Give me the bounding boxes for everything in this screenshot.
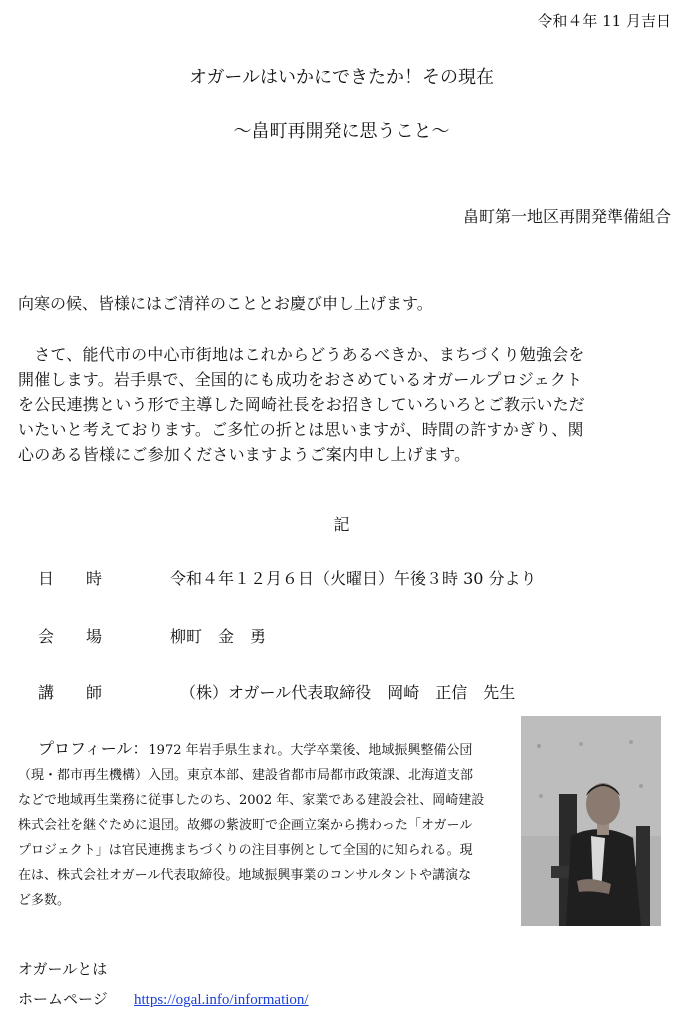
ogal-about-label: オガールとは: [18, 960, 108, 978]
detail-datetime: [38, 566, 537, 589]
document-subtitle: 〜畠町再開発に思うこと〜: [233, 121, 450, 142]
speaker-photo: [521, 716, 661, 926]
detail-speaker: [38, 680, 515, 703]
profile-line: （現・都市再生機構）入団。東京本部、建設省都市局都市政策課、北海道支部: [18, 768, 474, 783]
body-line: いたいと考えております。ご多忙の折とは思いますが、時間の許すかぎり、関: [18, 420, 584, 439]
profile-line: などで地域再生業務に従事したのち、2002 年、家業である建設会社、岡崎建設: [18, 793, 485, 808]
profile-line: ど多数。: [18, 893, 71, 908]
profile-label: プロフィール：: [38, 739, 149, 758]
body-line: 開催します。岩手県で、全国的にも成功をおさめているオガールプロジェクト: [18, 370, 583, 389]
organization-name: 畠町第一地区再開発準備組合: [462, 207, 671, 226]
homepage-label: ホームページ: [18, 990, 108, 1008]
greeting-text: 向寒の候、皆様にはご清祥のこととお慶び申し上げます。: [18, 294, 433, 313]
profile-text: 1972 年岩手県生まれ。大学卒業後、地域振興整備公団: [148, 743, 473, 758]
document-date: 令和４年 11 月吉日: [537, 12, 671, 30]
datetime-label: 日 時: [38, 569, 111, 588]
homepage-row: [18, 988, 309, 1009]
speaker-label: 講 師: [38, 683, 111, 702]
venue-value: 柳町 金 勇: [170, 627, 267, 646]
profile-line: [18, 736, 510, 763]
body-line: 心のある皆様にご参加くださいますようご案内申し上げます。: [18, 445, 471, 464]
speaker-profile: [18, 736, 510, 913]
body-line: さて、能代市の中心市街地はこれからどうあるべきか、まちづくり勉強会を: [18, 345, 585, 364]
speaker-photo-illustration: [521, 716, 661, 926]
speaker-value: （株）オガール代表取締役 岡崎 正信 先生: [180, 683, 516, 702]
datetime-value: 令和４年１２月６日（火曜日）午後３時 30 分より: [170, 569, 537, 588]
notice-marker: 記: [333, 515, 350, 534]
homepage-link[interactable]: https://ogal.info/information/: [134, 992, 309, 1008]
profile-line: プロジェクト」は官民連携まちづくりの注目事例として全国的に知られる。現: [18, 843, 473, 858]
body-paragraph: [18, 342, 668, 467]
body-line: を公民連携という形で主導した岡崎社長をお招きしていろいろとご教示いただ: [18, 395, 586, 414]
document-title: オガールはいかにできたか！その現在: [188, 67, 495, 88]
venue-label: 会 場: [38, 627, 111, 646]
detail-venue: [38, 624, 266, 647]
profile-line: 在は、株式会社オガール代表取締役。地域振興事業のコンサルタントや講演な: [18, 868, 472, 883]
profile-line: 株式会社を継ぐために退団。故郷の紫波町で企画立案から携わった「オガール: [18, 818, 473, 833]
